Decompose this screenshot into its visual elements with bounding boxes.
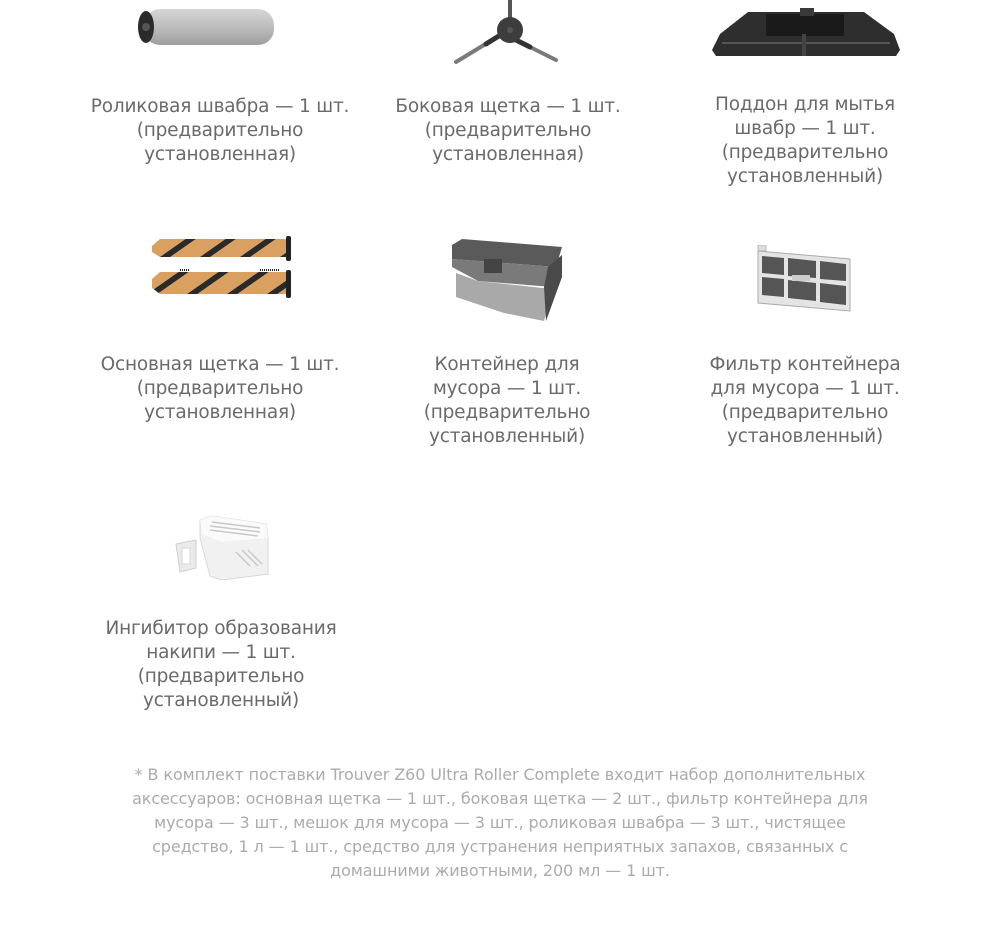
item-title: Боковая щетка — 1 шт. [395,96,621,117]
item-title: для мусора — 1 шт. [710,378,900,399]
roller-mop-icon [136,6,276,52]
side-brush-icon [450,0,560,70]
footnote-line: средство, 1 л — 1 шт., средство для устранения неприятных запахов, связанных с [152,837,848,856]
item-title: Основная щетка — 1 шт. [100,354,340,375]
scale-inhibitor-label [71,617,371,713]
item-note: установленный) [143,690,299,711]
item-note: (предварительно [136,120,304,141]
item-title: Роликовая швабра — 1 шт. [90,96,350,117]
dust-bin-icon [448,237,564,325]
footnote [60,763,940,883]
footnote-line: домашними животными, 200 мл — 1 шт. [330,861,670,880]
item-note: установленный) [727,166,883,187]
item-note: установленная) [144,144,296,165]
item-note: (предварительно [137,666,305,687]
mop-tray-icon [708,4,904,64]
item-note: (предварительно [721,402,889,423]
main-brush-icon [150,236,296,306]
item-note: (предварительно [423,402,591,423]
item-title: накипи — 1 шт. [146,642,296,663]
item-note: установленный) [727,426,883,447]
item-title: Ингибитор образования [105,618,337,639]
footnote-line: * В комплект поставки Trouver Z60 Ultra Roller Complete входит набор дополнительных [134,765,866,784]
item-note: установленная) [432,144,584,165]
item-note: установленный) [429,426,585,447]
filter-label [655,353,955,449]
item-title: Фильтр контейнера [709,354,901,375]
main-brush-label [70,353,370,425]
item-title: Поддон для мытья [715,94,895,115]
mop-tray-label [655,93,955,189]
footnote-line: мусора — 3 шт., мешок для мусора — 3 шт., роликовая швабра — 3 шт., чистящее [154,813,846,832]
footnote-line: аксессуаров: основная щетка — 1 шт., боковая щетка — 2 шт., фильтр контейнера для [132,789,868,808]
item-title: мусора — 1 шт. [432,378,582,399]
scale-inhibitor-icon [172,514,272,584]
item-note: (предварительно [424,120,592,141]
item-title: швабр — 1 шт. [734,118,876,139]
dust-bin-label [357,353,657,449]
item-note: установленная) [144,402,296,423]
filter-icon [756,245,854,317]
item-title: Контейнер для [434,354,580,375]
side-brush-label [358,95,658,167]
item-note: (предварительно [136,378,304,399]
roller-mop-label [70,95,370,167]
item-note: (предварительно [721,142,889,163]
